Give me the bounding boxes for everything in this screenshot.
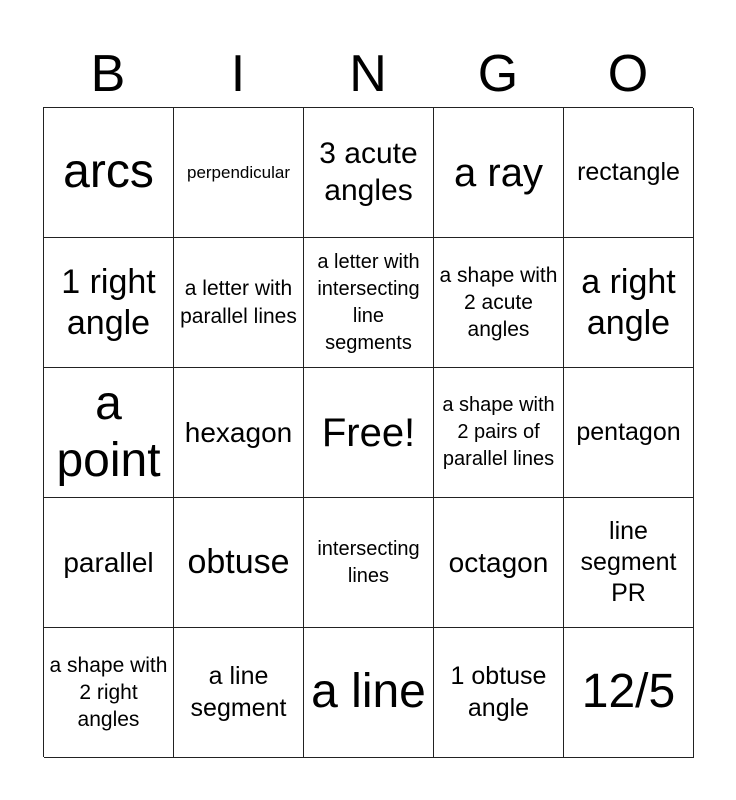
cell-text: octagon [448, 547, 549, 578]
cell-text: a line [311, 665, 426, 719]
bingo-cell-r2c1[interactable] [44, 238, 174, 368]
bingo-cell-r2c2[interactable] [174, 238, 304, 368]
cell-text: a ray [454, 150, 543, 195]
bingo-cell-r3c3[interactable] [304, 368, 434, 498]
bingo-cell-r5c4[interactable] [434, 628, 564, 758]
cell-text: pentagon [576, 417, 681, 446]
cell-text: intersecting lines [317, 537, 420, 587]
cell-text: a shape with 2 pairs of parallel lines [442, 394, 555, 470]
cell-text: rectangle [577, 157, 680, 186]
cell-text: a right angle [581, 262, 676, 342]
bingo-cell-r3c5[interactable] [564, 368, 694, 498]
cell-text: line segment PR [580, 516, 677, 608]
cell-text: hexagon [184, 417, 293, 448]
header-letter-g: G [477, 45, 519, 103]
bingo-cell-r3c1[interactable] [44, 368, 174, 498]
cell-text: a shape with 2 acute angles [439, 263, 558, 342]
bingo-cell-r5c3[interactable] [304, 628, 434, 758]
header-letter-i: I [230, 45, 246, 103]
header-letter-o: O [607, 45, 649, 103]
cell-text: a shape with 2 right angles [49, 653, 168, 732]
cell-text: a line segment [190, 662, 287, 722]
bingo-cell-r4c2[interactable] [174, 498, 304, 628]
bingo-board [43, 107, 693, 757]
bingo-cell-r1c1[interactable] [44, 108, 174, 238]
bingo-cell-r1c4[interactable] [434, 108, 564, 238]
cell-text: a point [56, 376, 161, 487]
bingo-header [43, 40, 693, 108]
cell-text: perpendicular [186, 162, 290, 182]
bingo-cell-r4c3[interactable] [304, 498, 434, 628]
bingo-cell-r1c5[interactable] [564, 108, 694, 238]
cell-text: a letter with intersecting line segments [317, 250, 420, 354]
header-letter-b: B [90, 45, 126, 103]
bingo-cell-r2c4[interactable] [434, 238, 564, 368]
bingo-cell-r5c5[interactable] [564, 628, 694, 758]
cell-text: parallel [63, 547, 154, 578]
bingo-cell-r4c4[interactable] [434, 498, 564, 628]
cell-text: 12/5 [581, 665, 676, 719]
cell-text: obtuse [187, 543, 290, 582]
bingo-cell-r1c3[interactable] [304, 108, 434, 238]
bingo-cell-r3c2[interactable] [174, 368, 304, 498]
cell-text: Free! [321, 410, 416, 455]
bingo-cell-r4c5[interactable] [564, 498, 694, 628]
bingo-cell-r4c1[interactable] [44, 498, 174, 628]
bingo-cell-r3c4[interactable] [434, 368, 564, 498]
bingo-cell-r5c2[interactable] [174, 628, 304, 758]
cell-text: 1 obtuse angle [450, 662, 547, 722]
cell-text: 3 acute angles [319, 136, 418, 207]
cell-text: 1 right angle [61, 262, 156, 342]
bingo-cell-r2c3[interactable] [304, 238, 434, 368]
bingo-cell-r1c2[interactable] [174, 108, 304, 238]
header-letter-n: N [349, 45, 387, 103]
cell-text: arcs [63, 145, 154, 199]
cell-text: a letter with parallel lines [180, 277, 297, 328]
bingo-cell-r5c1[interactable] [44, 628, 174, 758]
bingo-cell-r2c5[interactable] [564, 238, 694, 368]
